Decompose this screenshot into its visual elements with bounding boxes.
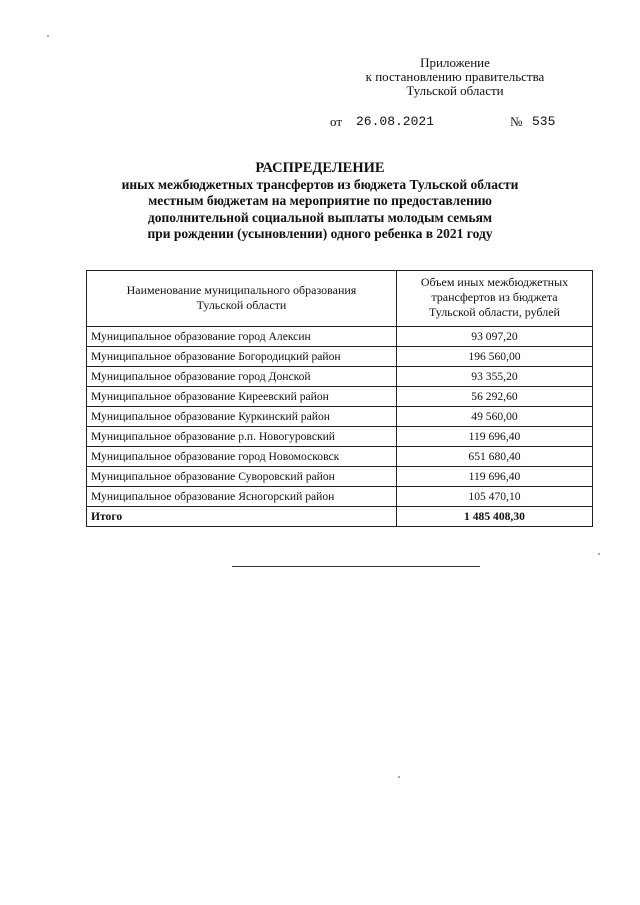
transfer-amount: 105 470,10 xyxy=(396,487,592,507)
transfer-amount: 119 696,40 xyxy=(396,467,592,487)
municipality-name: Муниципальное образование р.п. Новогуровский xyxy=(87,427,397,447)
title-line-2: местным бюджетам на мероприятие по предоставлению xyxy=(148,193,492,208)
municipality-name: Муниципальное образование город Алексин xyxy=(87,327,397,347)
header-amount-line-2: трансфертов из бюджета xyxy=(431,290,558,304)
municipality-name: Муниципальное образование Киреевский район xyxy=(87,387,397,407)
order-date: 26.08.2021 xyxy=(356,114,435,129)
title-line-4: при рождении (усыновлении) одного ребенка в 2021 году xyxy=(147,226,493,241)
transfer-amount: 196 560,00 xyxy=(396,347,592,367)
closing-rule-line xyxy=(232,566,480,567)
table-row xyxy=(87,467,593,487)
municipality-name: Муниципальное образование Богородицкий район xyxy=(87,347,397,367)
header-amount-line-1: Объем иных межбюджетных xyxy=(420,275,569,289)
total-label: Итого xyxy=(87,507,397,527)
scan-speck xyxy=(47,35,49,37)
table-row xyxy=(87,447,593,467)
order-number-label: № xyxy=(510,114,523,129)
municipality-name: Муниципальное образование город Донской xyxy=(87,367,397,387)
table-row xyxy=(87,487,593,507)
annex-reference: к постановлению правительства xyxy=(365,69,545,84)
total-amount: 1 485 408,30 xyxy=(396,507,592,527)
total-row xyxy=(87,507,593,527)
document-title xyxy=(60,160,580,243)
table-header-row xyxy=(87,271,593,327)
header-amount xyxy=(396,271,592,327)
transfer-amount: 651 680,40 xyxy=(396,447,592,467)
header-amount-line-3: Тульской области, рублей xyxy=(428,305,560,319)
title-line-3: дополнительной социальной выплаты молодым семьям xyxy=(147,209,493,225)
transfer-amount: 49 560,00 xyxy=(396,407,592,427)
transfer-amount: 93 355,20 xyxy=(396,367,592,387)
table-row xyxy=(87,407,593,427)
municipality-name: Муниципальное образование город Новомосковск xyxy=(87,447,397,467)
annex-block xyxy=(330,56,580,98)
municipality-name: Муниципальное образование Куркинский район xyxy=(87,407,397,427)
header-municipality-line-1: Наименование муниципального образования xyxy=(126,282,357,297)
scan-speck xyxy=(598,553,600,555)
transfer-amount: 119 696,40 xyxy=(396,427,592,447)
annex-authority: Тульской области xyxy=(406,83,504,98)
distribution-table xyxy=(86,270,593,527)
annex-title: Приложение xyxy=(420,55,490,70)
municipality-name: Муниципальное образование Суворовский район xyxy=(87,467,397,487)
transfer-amount: 56 292,60 xyxy=(396,387,592,407)
transfer-amount: 93 097,20 xyxy=(396,327,592,347)
header-municipality xyxy=(87,271,397,327)
table-row xyxy=(87,387,593,407)
municipality-name: Муниципальное образование Ясногорский район xyxy=(87,487,397,507)
title-main: РАСПРЕДЕЛЕНИЕ xyxy=(255,160,385,176)
order-number: 535 xyxy=(532,114,556,129)
title-line-1: иных межбюджетных трансфертов из бюджета Тульской области xyxy=(121,176,519,192)
table-row xyxy=(87,427,593,447)
table-row xyxy=(87,347,593,367)
table-row xyxy=(87,367,593,387)
scan-speck xyxy=(398,776,400,778)
order-from-label: от xyxy=(330,114,343,129)
header-municipality-line-2: Тульской области xyxy=(196,297,287,312)
table-row xyxy=(87,327,593,347)
